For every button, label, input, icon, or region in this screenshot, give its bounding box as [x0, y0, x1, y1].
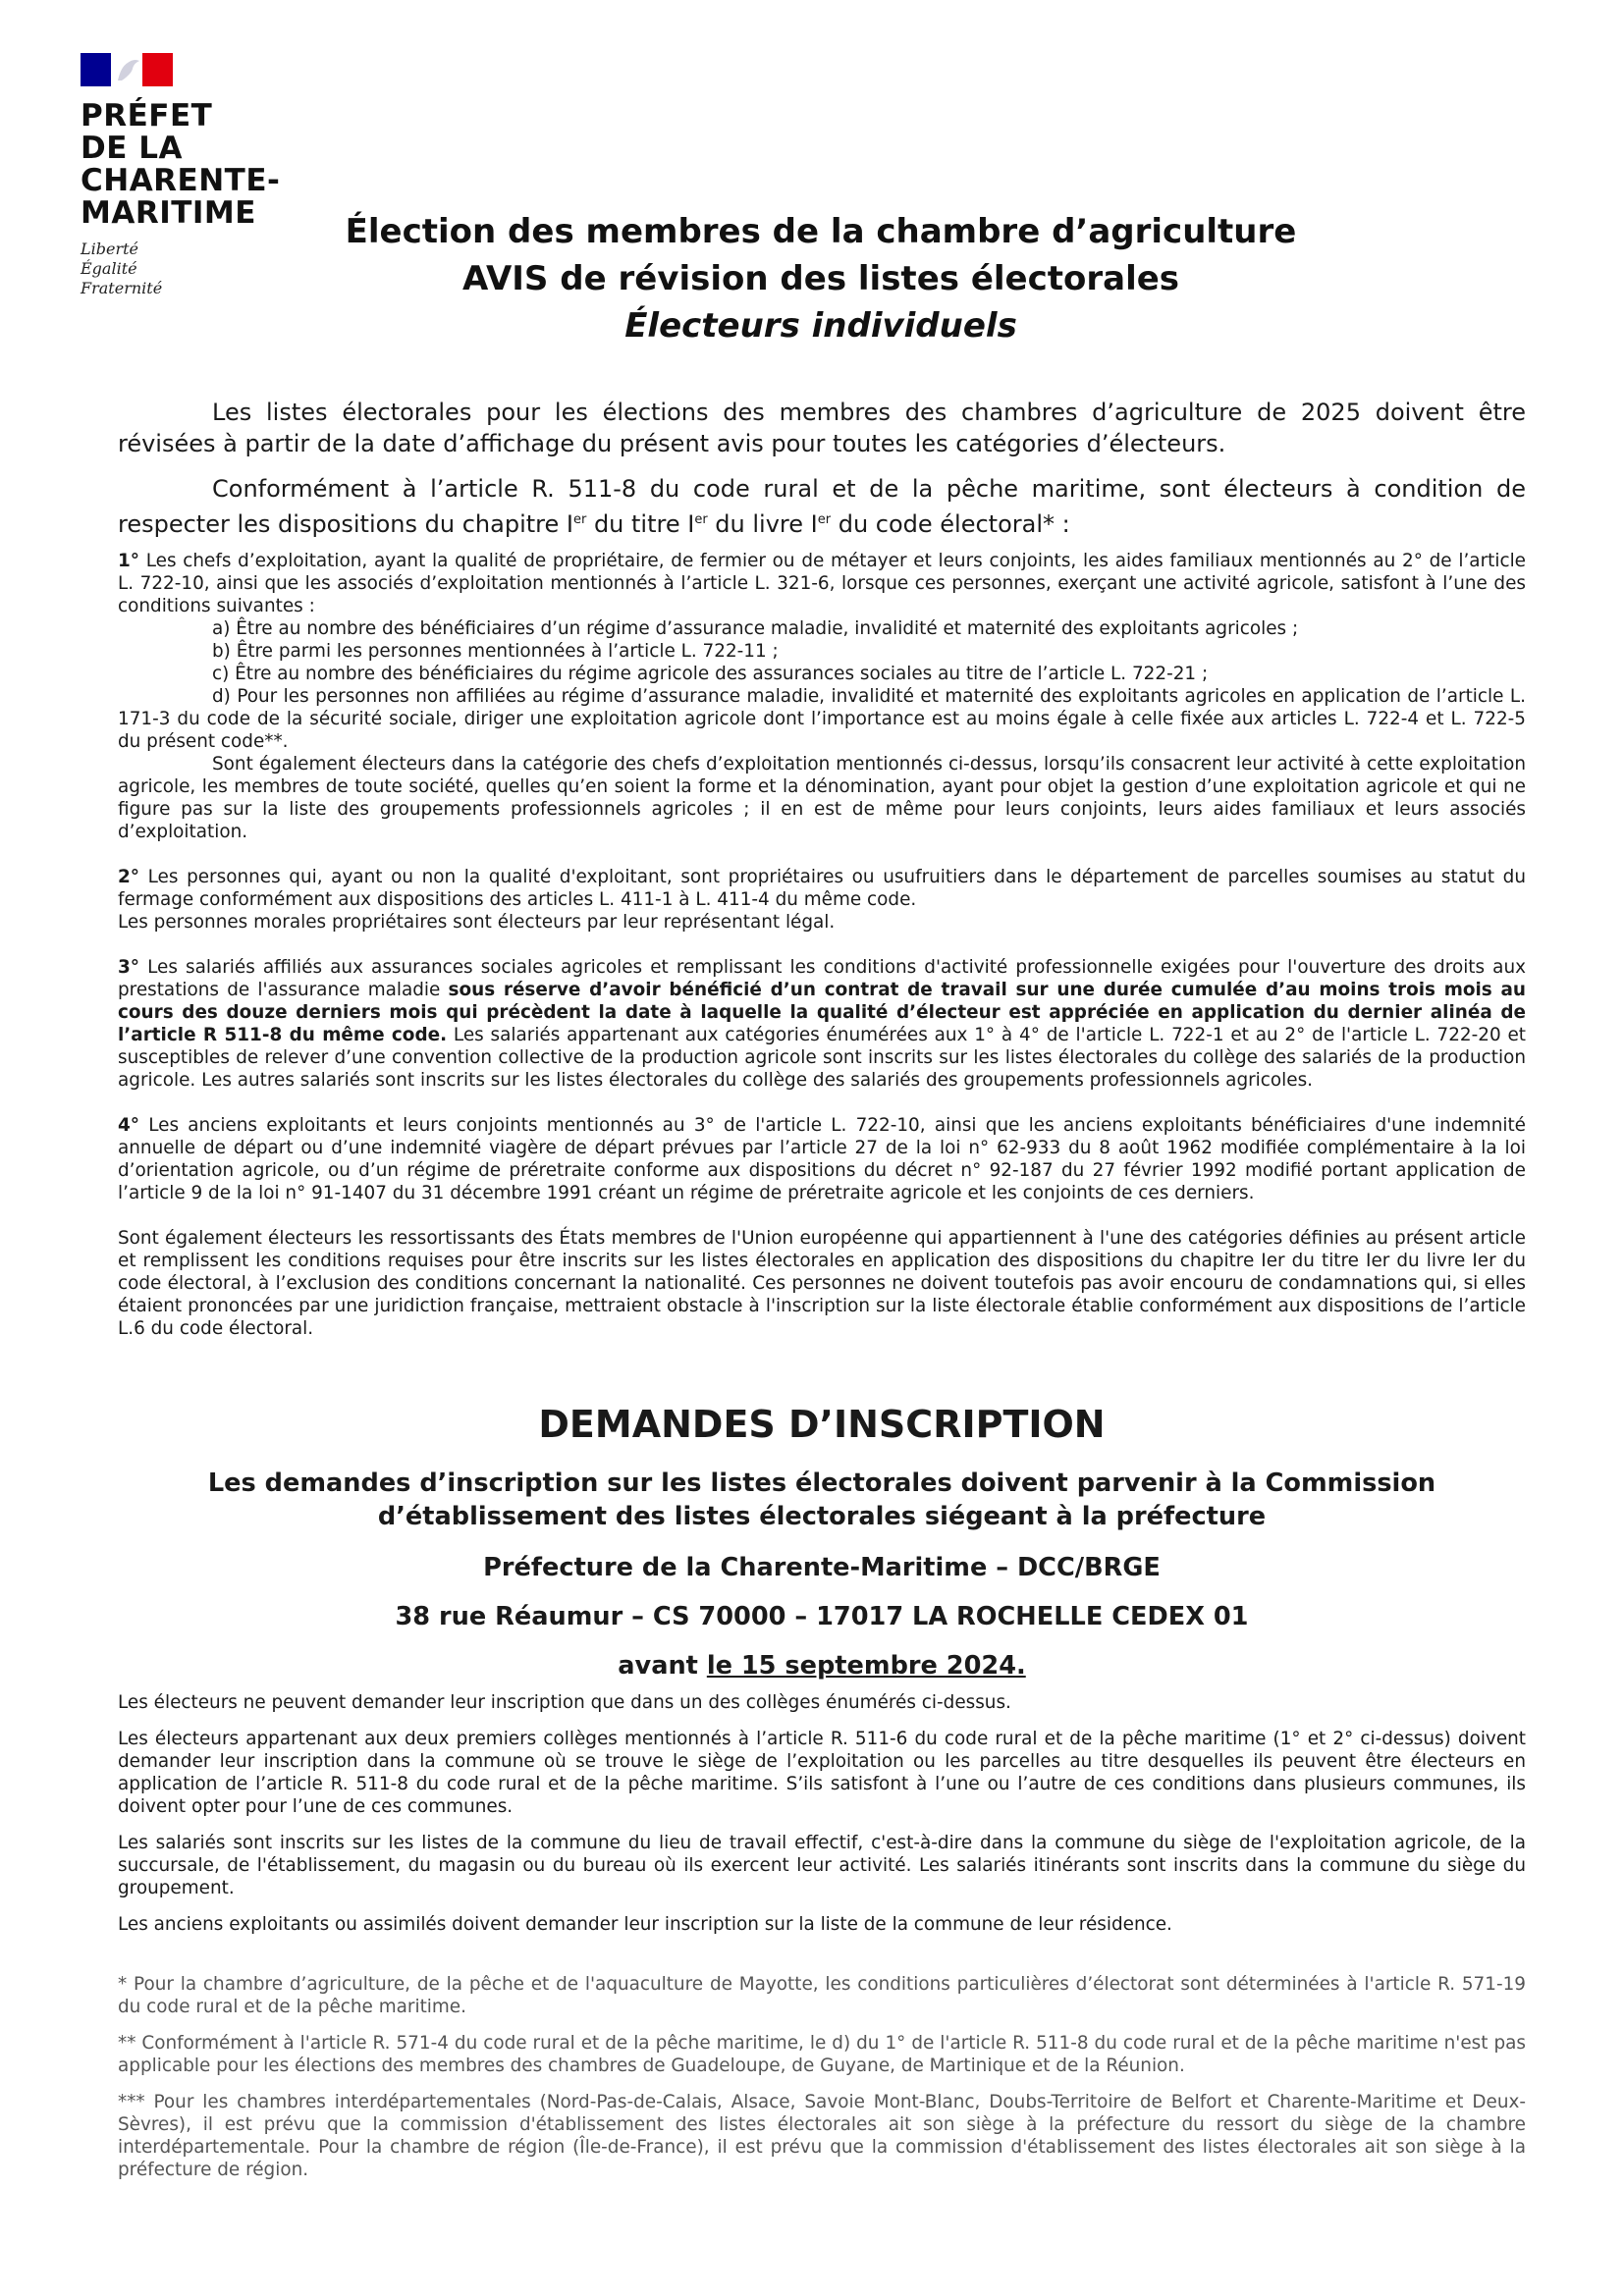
- prefet-line: PRÉFET: [81, 98, 213, 133]
- category-text: Les anciens exploitants et leurs conjoints mentionnés au 3° de l'article L. 722-10, ainsi que les anciens exploitants bénéficiaires d'une indemnité annuelle de départ ou d’une indemnité viagère de départ prévues par l’article 27 de la loi n° 62-933 du 8 août 1962 modifiée complémentaire à la loi d’orientation agricole, ou d’un régime de préretraite conforme aux dispositions du décret n° 92-187 du 27 février 1992 modifié portant application de l’article 9 de la loi n° 91-1407 du 31 décembre 1991 créant un régime de préretraite agricole et les conjoints de ces derniers.: [118, 1115, 1526, 1203]
- category-2-paragraph: [118, 866, 1526, 911]
- text-run: du titre I: [586, 510, 695, 538]
- rule-paragraph: Les salariés sont inscrits sur les listes de la commune du lieu de travail effectif, c'est-à-dire dans la commune du siège de l'exploitation agricole, de la succursale, de l'établissement, du magasin ou du bureau où ils exercent leur activité. Les salariés itinérants sont inscrits dans la commune du siège du groupement.: [118, 1833, 1526, 1898]
- title-line-3: Électeurs individuels: [624, 306, 1017, 346]
- motto-line: Liberté: [81, 240, 138, 258]
- prefecture-logo: [81, 53, 280, 298]
- rule-paragraph: Les anciens exploitants ou assimilés doivent demander leur inscription sur la liste de la commune de leur résidence.: [118, 1914, 1172, 1935]
- text-run: du livre I: [707, 510, 818, 538]
- prefecture-address: 38 rue Réaumur – CS 70000 – 17017 LA ROCHELLE CEDEX 01: [395, 1602, 1249, 1631]
- eu-nationals-paragraph: Sont également électeurs les ressortissants des États membres de l'Union européenne qui appartiennent à l'une des catégories définies au présent article et remplissent les conditions requises pour être inscrits sur les listes électorales en application des dispositions du chapitre Ier du titre Ier du livre Ier du code électoral, à l’exclusion des conditions concernant la nationalité. Ces personnes ne doivent toutefois pas avoir encouru de condamnations qui, si elles étaient prononcées par une juridiction française, mettraient obstacle à l'inscription sur la liste électorale établie conformément aux dispositions de l’article L.6 du code électoral.: [118, 1228, 1526, 1339]
- condition-b: b) Être parmi les personnes mentionnées à l’article L. 722-11 ;: [212, 641, 779, 662]
- inscription-rules: [118, 1691, 1526, 1949]
- category-2-morales: Les personnes morales propriétaires sont électeurs par leur représentant légal.: [118, 912, 836, 933]
- category-number: 3°: [118, 957, 139, 978]
- prefet-title: [81, 100, 280, 230]
- category-text: Les salariés affiliés aux assurances sociales agricoles et remplissant les conditions d'activité professionnelle exigées pour l'ouverture des droits aux prestations de l'assurance maladie: [118, 957, 1526, 1000]
- condition-d: d) Pour les personnes non affiliées au régime d’assurance maladie, invalidité et maternité des exploitants agricoles en application de l’article L. 171-3 du code de la sécurité sociale, diriger une exploitation agricole dont l’importance est au moins égale à celle fixée aux articles L. 722-4 et L. 722-5 du présent code**.: [118, 686, 1526, 752]
- intro-paragraph-conformement: [118, 473, 1526, 540]
- category-4-paragraph: [118, 1114, 1526, 1204]
- title-line-1: Élection des membres de la chambre d’agriculture: [345, 212, 1297, 251]
- motto-line: Égalité: [81, 259, 137, 278]
- category-1-also: Sont également électeurs dans la catégorie des chefs d’exploitation mentionnés ci-dessus, lorsqu’ils consacrent leur activité à cette exploitation agricole, les membres de toute société, quelles qu’en soient la forme et la dénomination, ayant pour objet la gestion d’une exploitation agricole et qui ne figure pas sur la liste des groupements professionnels agricoles ; il en est de même pour leurs conjoints, leurs aides familiaux et leurs associés d’exploitation.: [118, 754, 1526, 842]
- intro-section: [118, 397, 1526, 554]
- inscription-heading: DEMANDES D’INSCRIPTION: [538, 1403, 1106, 1446]
- category-text: Les chefs d’exploitation, ayant la qualité de propriétaire, de fermier ou de métayer et leurs conjoints, les aides familiaux mentionnés au 2° de l’article L. 722-10, ainsi que les associés d’exploitation mentionnés à l’article L. 321-6, lorsque ces personnes, exerçant une activité agricole, satisfont à l’une des conditions suivantes :: [118, 551, 1526, 616]
- prefecture-office: Préfecture de la Charente-Maritime – DCC/BRGE: [483, 1553, 1161, 1582]
- document-title: [295, 208, 1347, 349]
- footnotes: [118, 1973, 1526, 2195]
- prefet-line: MARITIME: [81, 195, 256, 231]
- inscription-deadline: [118, 1649, 1526, 1682]
- category-number: 4°: [118, 1115, 139, 1136]
- condition-a: a) Être au nombre des bénéficiaires d’un régime d’assurance maladie, invalidité et maternité des exploitants agricoles ;: [212, 618, 1299, 639]
- text-run: du code électoral* :: [831, 510, 1070, 538]
- motto-line: Fraternité: [81, 279, 163, 297]
- category-number: 2°: [118, 867, 139, 887]
- prefet-line: CHARENTE-: [81, 163, 281, 198]
- category-number: 1°: [118, 551, 139, 571]
- category-text: Les personnes qui, ayant ou non la qualité d'exploitant, sont propriétaires ou usufruitiers dans le département de parcelles soumises au statut du fermage conformément aux dispositions des articles L. 411-1 à L. 411-4 du même code.: [118, 867, 1526, 910]
- title-line-2: AVIS de révision des listes électorales: [461, 259, 1180, 298]
- category-1-paragraph: [118, 550, 1526, 617]
- superscript: er: [817, 512, 832, 527]
- deadline-prefix: avant: [618, 1651, 707, 1681]
- superscript: er: [694, 512, 708, 527]
- text-run: Conformément à l’article R. 511-8 du code rural et de la pêche maritime, sont électeurs à condition de respecter les dispositions du chapitre I: [118, 475, 1526, 538]
- intro-paragraph: Les listes électorales pour les élections des membres des chambres d’agriculture de 2025 doivent être révisées à partir de la date d’affichage du présent avis pour toutes les catégories d’électeurs.: [118, 399, 1526, 457]
- category-bold-condition: sous réserve d’avoir bénéficié d’un contrat de travail sur une durée cumulée d’au moins trois mois au cours des douze derniers mois qui précèdent la date à laquelle la qualité d’électeur est appréciée en application du dernier alinéa de l’article R 511-8 du même code.: [118, 980, 1526, 1045]
- footnote: * Pour la chambre d’agriculture, de la pêche et de l'aquaculture de Mayotte, les conditions particulières d’électorat sont déterminées à l'article R. 571-19 du code rural et de la pêche maritime.: [118, 1974, 1526, 2017]
- deadline-date: le 15 septembre 2024.: [706, 1651, 1026, 1681]
- rule-paragraph: Les électeurs ne peuvent demander leur inscription que dans un des collèges énumérés ci-dessus.: [118, 1692, 1011, 1713]
- rule-paragraph: Les électeurs appartenant aux deux premiers collèges mentionnés à l’article R. 511-6 du code rural et de la pêche maritime (1° et 2° ci-dessus) doivent demander leur inscription dans la commune où se trouve le siège de l’exploitation ou les parcelles au titre desquelles ils peuvent être électeurs en application de l’article R. 511-8 du code rural et de la pêche maritime. S’ils satisfont à l’une ou l’autre de ces conditions dans plusieurs communes, ils doivent opter pour l’une de ces communes.: [118, 1729, 1526, 1817]
- superscript: er: [572, 512, 587, 527]
- inscription-text: Les demandes d’inscription sur les listes électorales doivent parvenir à la Commission d’établissement des listes électorales siégeant à la préfecture: [207, 1468, 1436, 1531]
- category-3-paragraph: [118, 956, 1526, 1092]
- inscription-section: [118, 1398, 1526, 1698]
- category-text: Les salariés appartenant aux catégories énumérées aux 1° à 4° de l'article L. 722-1 et au 2° de l'article L. 722-20 et susceptibles de relever d’une convention collective de la production agricole sont inscrits sur les listes électorales du collège des salariés de la production agricole. Les autres salariés sont inscrits sur les listes électorales du collège des salariés des groupements professionnels agricoles.: [118, 1025, 1526, 1091]
- footnote: *** Pour les chambres interdépartementales (Nord-Pas-de-Calais, Alsace, Savoie Mont-Blanc, Doubs-Territoire de Belfort et Charente-Maritime et Deux-Sèvres), il est prévu que la commission d'établissement des listes électorales ait son siège à la préfecture du ressort du siège de la chambre interdépartementale. Pour la chambre de région (Île-de-France), il est prévu que la commission d'établissement des listes électorales ait son siège à la préfecture de région.: [118, 2092, 1526, 2180]
- republic-motto: [81, 240, 280, 298]
- marianne-flag-icon: [81, 53, 173, 86]
- electors-categories: [118, 550, 1526, 1340]
- condition-c: c) Être au nombre des bénéficiaires du régime agricole des assurances sociales au titre de l’article L. 722-21 ;: [212, 664, 1209, 684]
- footnote: ** Conformément à l'article R. 571-4 du code rural et de la pêche maritime, le d) du 1° de l'article R. 511-8 du code rural et de la pêche maritime n'est pas applicable pour les élections des membres des chambres de Guadeloupe, de Guyane, de Martinique et de la Réunion.: [118, 2033, 1526, 2076]
- prefet-line: DE LA: [81, 131, 183, 166]
